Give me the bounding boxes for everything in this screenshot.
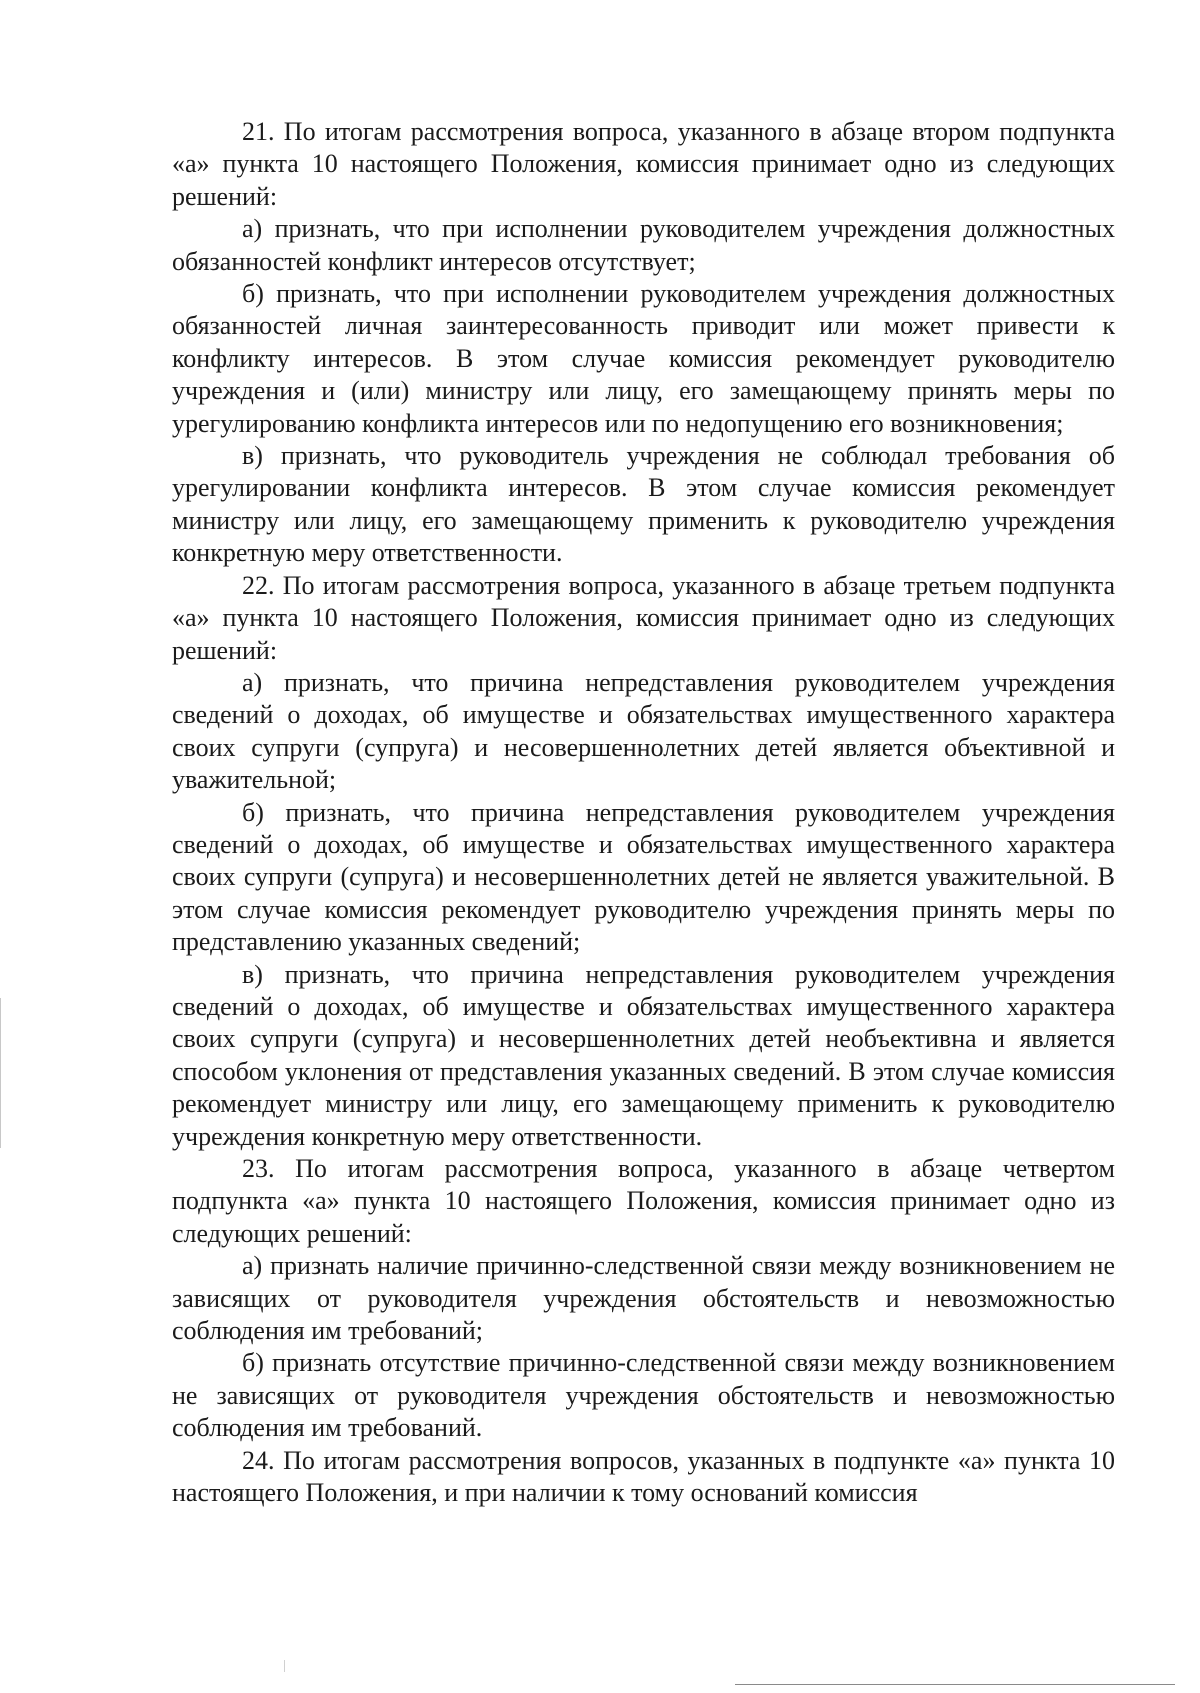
paragraph-item-22a: а) признать, что причина непредставления руководителем учреждения сведений о доходах, об имуществе и обязательствах имущественного характера своих супруги (супруга) и несовершеннолетних детей является объективной и уважительной; — [172, 667, 1115, 795]
paragraph-item-21v: в) признать, что руководитель учреждения не соблюдал требования об урегулировании конфликта интересов. В этом случае комиссия рекомендует министру или лицу, его замещающему применить к руководителю учреждения конкретную меру ответственности. — [172, 441, 1115, 568]
paragraph-item-23b: б) признать отсутствие причинно-следственной связи между возникновением не зависящих от руководителя учреждения обстоятельств и невозможностью соблюдения им требований. — [172, 1348, 1115, 1443]
paragraph-item-23a: а) признать наличие причинно-следственной связи между возникновением не зависящих от руководителя учреждения обстоятельств и невозможностью соблюдения им требований; — [172, 1251, 1115, 1346]
document-body — [172, 116, 1115, 1509]
paragraph-item-22b: б) признать, что причина непредставления руководителем учреждения сведений о доходах, об имуществе и обязательствах имущественного характера своих супруги (супруга) и несовершеннолетних детей не является уважительной. В этом случае комиссия рекомендует руководителю учреждения принять меры по представлению указанных сведений; — [172, 797, 1115, 957]
paragraph-item-21a: а) признать, что при исполнении руководителем учреждения должностных обязанностей конфликт интересов отсутствует; — [172, 214, 1115, 276]
paragraph-item-22: 22. По итогам рассмотрения вопроса, указанного в абзаце третьем подпункта «а» пункта 10 настоящего Положения, комиссия принимает одно из следующих решений: — [172, 570, 1115, 665]
paragraph-item-21: 21. По итогам рассмотрения вопроса, указанного в абзаце втором подпункта «а» пункта 10 настоящего Положения, комиссия принимает одно из следующих решений: — [172, 117, 1115, 211]
paragraph-item-24: 24. По итогам рассмотрения вопросов, указанных в подпункте «а» пункта 10 настоящего Положения, и при наличии к тому оснований комиссия — [172, 1445, 1115, 1508]
paragraph-item-23: 23. По итогам рассмотрения вопроса, указанного в абзаце четвертом подпункта «а» пункта 10 настоящего Положения, комиссия принимает одно из следующих решений: — [172, 1154, 1115, 1248]
paragraph-item-21b: б) признать, что при исполнении руководителем учреждения должностных обязанностей личная заинтересованность приводит или может привести к конфликту интересов. В этом случае комиссия рекомендует руководителю учреждения и (или) министру или лицу, его замещающему принять меры по урегулированию конфликта интересов или по недопущению его возникновения; — [172, 279, 1115, 438]
paragraph-item-22v: в) признать, что причина непредставления руководителем учреждения сведений о доходах, об имуществе и обязательствах имущественного характера своих супруги (супруга) и несовершеннолетних детей необъективна и является способом уклонения от представления указанных сведений. В этом случае комиссия рекомендует министру или лицу, его замещающему применить к руководителю учреждения конкретную меру ответственности. — [172, 959, 1115, 1151]
scan-bottom-line — [735, 1684, 1175, 1685]
scan-dot-mark — [284, 1660, 285, 1672]
scan-edge-mark — [0, 998, 1, 1148]
